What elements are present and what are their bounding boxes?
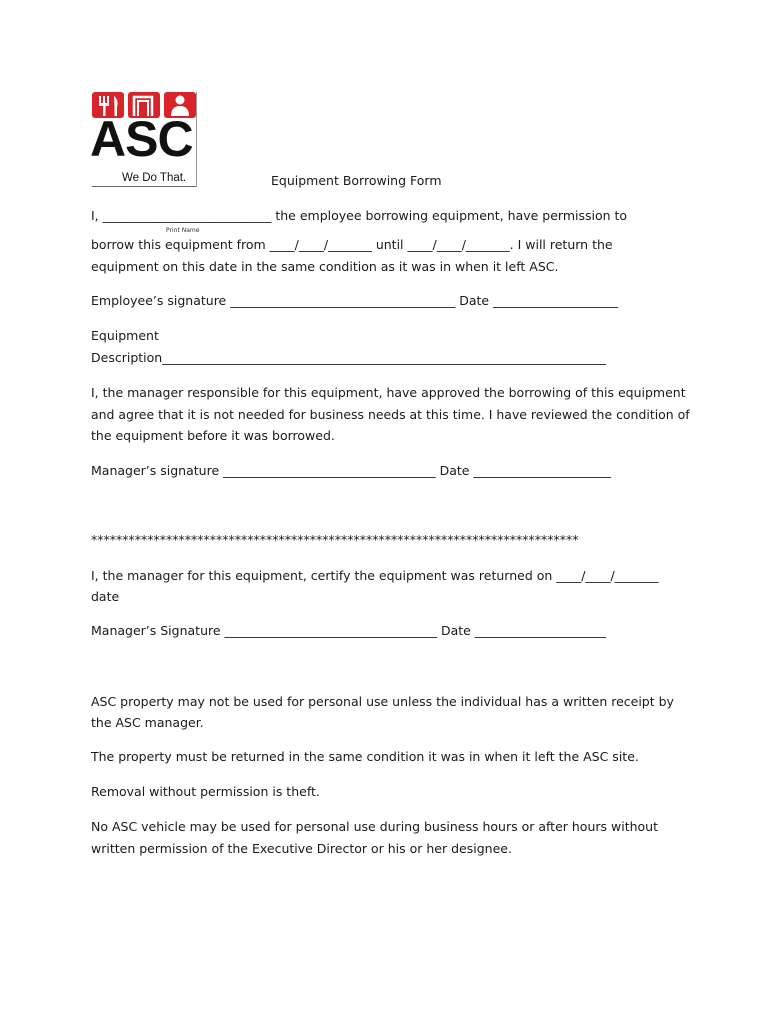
return-manager-signature-line: Manager’s Signature __________________________________ Date _____________________ <box>91 623 607 638</box>
policy-personal-use-1: ASC property may not be used for personal use unless the individual has a written receipt by <box>91 694 674 709</box>
print-name-caption: Print Name <box>166 227 200 234</box>
policy-theft: Removal without permission is theft. <box>91 784 320 799</box>
borrower-line: I, ___________________________ the employee borrowing equipment, have permission to <box>91 208 628 223</box>
logo-brand-text: ASC <box>90 111 193 167</box>
logo-tagline: We Do That. <box>122 172 187 184</box>
manager-approval-line-2: and agree that it is not needed for business needs at this time. I have reviewed the condition of <box>91 407 690 422</box>
policy-vehicle-1: No ASC vehicle may be used for personal use during business hours or after hours without <box>91 819 658 834</box>
logo-rule <box>92 186 196 187</box>
equipment-label: Equipment <box>91 328 159 343</box>
policy-vehicle-2: written permission of the Executive Director or his or her designee. <box>91 841 512 856</box>
star-separator: ****************************************************************************** <box>91 532 579 547</box>
form-title: Equipment Borrowing Form <box>271 173 442 188</box>
manager-signature-line: Manager’s signature __________________________________ Date ______________________ <box>91 463 611 478</box>
policy-return-condition: The property must be returned in the same condition it was in when it left the ASC site. <box>91 749 639 764</box>
policy-personal-use-2: the ASC manager. <box>91 715 204 730</box>
return-certify-line: I, the manager for this equipment, certify the equipment was returned on ____/____/_______ <box>91 568 659 583</box>
return-condition-line: equipment on this date in the same condition as it was in when it left ASC. <box>91 259 559 274</box>
employee-signature-line: Employee’s signature ____________________________________ Date ____________________ <box>91 293 619 308</box>
equipment-description-line: Description_______________________________________________________________________ <box>91 350 606 365</box>
manager-approval-line-1: I, the manager responsible for this equipment, have approved the borrowing of this equipment <box>91 385 686 400</box>
return-date-label: date <box>91 589 120 604</box>
asc-logo <box>90 92 198 188</box>
manager-approval-line-3: the equipment before it was borrowed. <box>91 428 335 443</box>
logo-vertical-rule <box>196 92 197 187</box>
borrow-dates-line: borrow this equipment from ____/____/_______ until ____/____/_______. I will return the <box>91 237 613 252</box>
